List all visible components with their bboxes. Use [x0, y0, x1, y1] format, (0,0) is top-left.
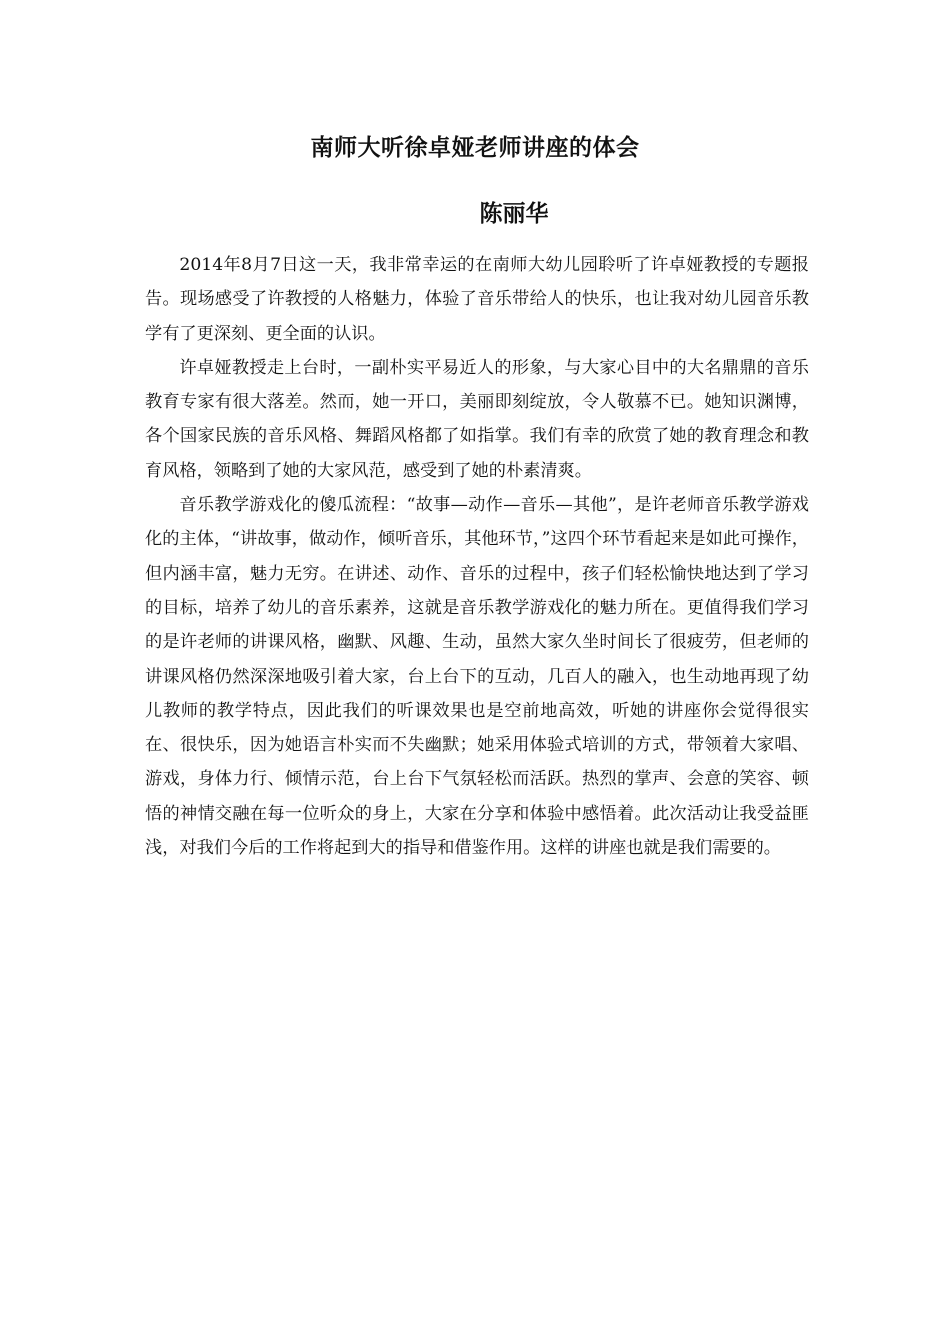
- paragraph-2: 许卓娅教授走上台时，一副朴实平易近人的形象，与大家心目中的大名鼎鼎的音乐教育专家有很大落差。然而，她一开口，美丽即刻绽放，令人敬慕不已。她知识渊博，各个国家民族的音乐风格、舞蹈风格都了如指掌。我们有幸的欣赏了她的教育理念和教育风格，领略到了她的大家风范，感受到了她的朴素清爽。: [145, 357, 809, 481]
- author-name: 陈丽华: [479, 201, 549, 227]
- paragraph-1: 2014年8月7日这一天，我非常幸运的在南师大幼儿园聆听了许卓娅教授的专题报告。现场感受了许教授的人格魅力，体验了音乐带给人的快乐，也让我对幼儿园音乐教学有了更深刻、更全面的认识。: [145, 255, 809, 344]
- document-title: 南师大听徐卓娅老师讲座的体会: [310, 135, 640, 161]
- document-body: [145, 248, 809, 865]
- paragraph-3: 音乐教学游戏化的傻瓜流程：“故事—动作—音乐—其他”，是许老师音乐教学游戏化的主体，“讲故事，做动作，倾听音乐，其他环节，”这四个环节看起来是如此可操作，但内涵丰富，魅力无穷。在讲述、动作、音乐的过程中，孩子们轻松愉快地达到了学习的目标，培养了幼儿的音乐素养，这就是音乐教学游戏化的魅力所在。更值得我们学习的是许老师的讲课风格，幽默、风趣、生动，虽然大家久坐时间长了很疲劳，但老师的讲课风格仍然深深地吸引着大家，台上台下的互动，几百人的融入，也生动地再现了幼儿教师的教学特点，因此我们的听课效果也是空前地高效，听她的讲座你会觉得很实在、很快乐，因为她语言朴实而不失幽默；她采用体验式培训的方式，带领着大家唱、游戏，身体力行、倾情示范，台上台下气氛轻松而活跃。热烈的掌声、会意的笑容、顿悟的神情交融在每一位听众的身上，大家在分享和体验中感悟着。此次活动让我受益匪浅，对我们今后的工作将起到大的指导和借鉴作用。这样的讲座也就是我们需要的。: [145, 495, 809, 859]
